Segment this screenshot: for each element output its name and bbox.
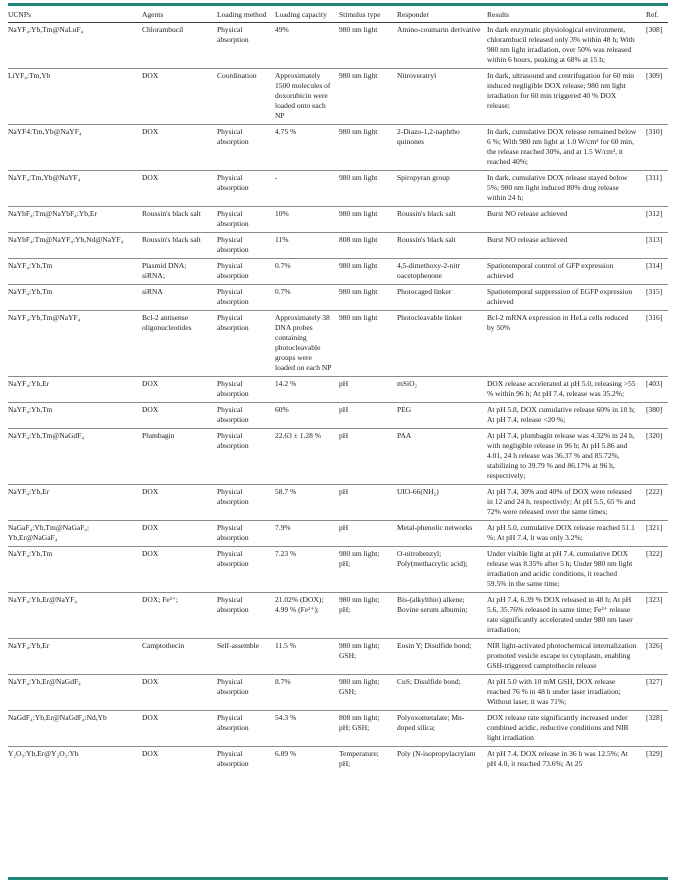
cell-results: In dark, cumulative DOX release remained below 6 %; With 980 nm light at 1.0 W/cm² for 60 min, the release reached 30%, and at 1.5 W/cm², it reached 40%; xyxy=(487,127,637,166)
cell-ref: [311] xyxy=(646,173,662,182)
cell-results: In dark, cumulative DOX release stayed below 5%; 980 nm light induced 80% drug release within 24 h; xyxy=(487,173,628,202)
column-header-loading-capacity: Loading capacity xyxy=(275,10,327,19)
cell-loading-capacity: 10% xyxy=(275,209,289,218)
cell-ref: [322] xyxy=(646,549,663,558)
cell-loading-method: Physical absorption xyxy=(217,127,249,146)
cell-loading-method: Physical absorption xyxy=(217,523,249,542)
cell-ucnp: NaYbF₄:Tm@NaYbF₄:Yb,Er xyxy=(8,209,98,218)
cell-responder: 4,5-dimethoxy-2-nitr oacetophenone xyxy=(397,261,461,280)
column-header-ref: Ref. xyxy=(646,10,659,19)
cell-ref: [312] xyxy=(646,209,663,218)
cell-results: Burst NO release achieved xyxy=(487,209,568,218)
cell-responder: 2-Diazo-1,2-naphtho quinones xyxy=(397,127,460,146)
cell-responder: Eosin Y; Disulfide bond; xyxy=(397,641,472,650)
table-row xyxy=(8,747,668,773)
cell-loading-method: Physical absorption xyxy=(217,261,249,280)
cell-stimulus-type: 980 nm light xyxy=(339,209,378,218)
cell-responder: Photocleavable linker xyxy=(397,313,463,322)
cell-ucnp: LiYF₄:Tm,Yb xyxy=(8,71,51,80)
cell-responder: Roussin's black salt xyxy=(397,235,456,244)
cell-responder: Photocaged linker xyxy=(397,287,452,296)
cell-ucnp: NaYF₄:Yb,Tm@NaYF₄ xyxy=(8,313,81,322)
cell-loading-method: Physical absorption xyxy=(217,25,249,44)
cell-results: In dark enzymatic physiological environment, chlorambucil released only 3% within 48 h; With 980 nm light irradiation, over 50% was released within 6 hours, peaking at 68% at 15 h; xyxy=(487,25,635,64)
cell-results: At pH 7.4, 6.39 % DOX released in 48 h; At pH 5.6, 35.76% released in same time; Fe²⁺ release rate significantly accelerated under 980 nm laser irradiation; xyxy=(487,595,633,634)
cell-ref: [326] xyxy=(646,641,663,650)
cell-stimulus-type: 980 nm light xyxy=(339,261,378,270)
table-row xyxy=(8,675,668,711)
table-row xyxy=(8,639,668,675)
cell-ref: [316] xyxy=(646,313,663,322)
cell-loading-capacity: 4.75 % xyxy=(275,127,297,136)
cell-loading-method: Physical absorption xyxy=(217,235,249,254)
cell-loading-method: Physical absorption xyxy=(217,549,249,568)
table-row xyxy=(8,311,668,377)
cell-ref: [222] xyxy=(646,487,663,496)
cell-loading-capacity: 14.2 % xyxy=(275,379,297,388)
cell-stimulus-type: 980 nm light; pH; xyxy=(339,549,380,568)
table-row xyxy=(8,171,668,207)
cell-ucnp: NaYF₄:Tm,Yb@NaYF₄ xyxy=(8,173,81,182)
cell-loading-method: Physical absorption xyxy=(217,313,249,332)
table-row xyxy=(8,233,668,259)
cell-ref: [308] xyxy=(646,25,663,34)
cell-results: At pH 7.4, DOX release in 36 h was 12.5%; At pH 4.0, it reached 73.6%; At 25 xyxy=(487,749,629,768)
cell-stimulus-type: pH xyxy=(339,523,349,532)
cell-agent: DOX xyxy=(142,173,159,182)
table-row xyxy=(8,285,668,311)
cell-ref: [313] xyxy=(646,235,663,244)
cell-stimulus-type: pH xyxy=(339,405,349,414)
cell-loading-capacity: 7.9% xyxy=(275,523,291,532)
cell-ref: [403] xyxy=(646,379,663,388)
table-row xyxy=(8,403,668,429)
table-row xyxy=(8,711,668,747)
cell-loading-method: Physical absorption xyxy=(217,713,249,732)
cell-agent: DOX xyxy=(142,523,159,532)
table-row xyxy=(8,125,668,171)
cell-loading-capacity: 11.5 % xyxy=(275,641,296,650)
cell-responder: Nitroveratryl xyxy=(397,71,437,80)
cell-loading-capacity: - xyxy=(275,173,278,182)
cell-ucnp: NaYF₄:Yb,Er xyxy=(8,379,50,388)
cell-agent: Plumbagin xyxy=(142,431,175,440)
cell-ref: [320] xyxy=(646,431,663,440)
cell-loading-method: Physical absorption xyxy=(217,379,249,398)
cell-loading-capacity: 8.7% xyxy=(275,677,291,686)
table-row xyxy=(8,593,668,639)
cell-loading-method: Physical absorption xyxy=(217,173,249,192)
cell-ucnp: NaGdF₄:Yb,Er@NaGdF₄:Nd,Yb xyxy=(8,713,107,722)
cell-responder: PAA xyxy=(397,431,412,440)
column-header-ucnp: UCNPs xyxy=(8,10,31,19)
cell-responder: Amino-coumarin derivative xyxy=(397,25,481,34)
cell-loading-method: Physical absorption xyxy=(217,287,249,306)
table-row xyxy=(8,69,668,125)
cell-loading-method: Physical absorption xyxy=(217,749,249,768)
cell-agent: siRNA xyxy=(142,287,163,296)
cell-results: In dark, ultrasound and centrifugation for 60 min induced negligible DOX release; 980 nm light irradiation for 60 min triggered 40 % DOX release; xyxy=(487,71,635,110)
cell-loading-capacity: Approximately 38 DNA probes containing photocleavable groups were loaded on each NP xyxy=(275,313,332,372)
table-row xyxy=(8,23,668,69)
cell-stimulus-type: 980 nm light xyxy=(339,313,378,322)
cell-stimulus-type: 808 nm light; pH; GSH; xyxy=(339,713,380,732)
cell-agent: DOX xyxy=(142,127,159,136)
cell-agent: DOX xyxy=(142,405,159,414)
cell-responder: Roussin's black salt xyxy=(397,209,456,218)
cell-stimulus-type: 980 nm light xyxy=(339,25,378,34)
cell-results: DOX release rate significantly increased under combined acidic, reductive conditions and NIR light irradiation xyxy=(487,713,629,742)
column-header-results: Results xyxy=(487,10,510,19)
column-header-stimulus-type: Stimulus type xyxy=(339,10,381,19)
cell-ucnp: NaGaF₄:Yb,Tm@NaGaF₄: Yb,Er@NaGaF₄ xyxy=(8,523,90,542)
cell-agent: DOX xyxy=(142,677,159,686)
cell-loading-method: Self-assemble xyxy=(217,641,260,650)
cell-agent: DOX xyxy=(142,713,159,722)
ucnp-drug-release-table xyxy=(8,6,668,772)
cell-loading-capacity: 58.7 % xyxy=(275,487,297,496)
cell-responder: Bis-(alkylthio) alkene; Bovine serum albumin; xyxy=(397,595,468,614)
cell-loading-method: Physical absorption xyxy=(217,405,249,424)
cell-ucnp: NaYbF₄:Tm@NaYF₄:Yb,Nd@NaYF₄ xyxy=(8,235,124,244)
cell-stimulus-type: 980 nm light; GSH; xyxy=(339,677,380,696)
cell-stimulus-type: 808 nm light xyxy=(339,235,378,244)
cell-results: At pH 5.0, cumulative DOX release reached 51.1 %; At pH 7.4, it was only 3.2%; xyxy=(487,523,635,542)
cell-results: NIR light-activated photochemical internalization promoted vesicle escape to cytoplasm, enabling GSH-triggered camptothecin release xyxy=(487,641,637,670)
cell-responder: UIO-66(NH₂) xyxy=(397,487,439,496)
cell-loading-capacity: 54.3 % xyxy=(275,713,297,722)
cell-loading-capacity: 7.23 % xyxy=(275,549,297,558)
cell-results: Spatiotemporal suppression of EGFP expression achieved xyxy=(487,287,633,306)
cell-ref: [314] xyxy=(646,261,663,270)
cell-responder: Metal-phenolic networks xyxy=(397,523,473,532)
cell-loading-method: Physical absorption xyxy=(217,209,249,228)
cell-loading-method: Physical absorption xyxy=(217,487,249,506)
cell-agent: DOX xyxy=(142,487,159,496)
cell-loading-method: Physical absorption xyxy=(217,431,249,450)
cell-ref: [328] xyxy=(646,713,663,722)
cell-loading-capacity: 49% xyxy=(275,25,289,34)
cell-stimulus-type: 980 nm light xyxy=(339,127,378,136)
cell-agent: DOX xyxy=(142,379,159,388)
cell-loading-capacity: Approximately 1500 molecules of doxorubicin were loaded onto each NP xyxy=(275,71,331,120)
column-header-agent: Agents xyxy=(142,10,164,19)
cell-results: Bcl-2 mRNA expression in HeLa cells reduced by 50% xyxy=(487,313,629,332)
cell-ref: [323] xyxy=(646,595,663,604)
cell-ucnp: NaYF₄:Yb,Er@NaYF₄ xyxy=(8,595,78,604)
cell-stimulus-type: pH xyxy=(339,431,349,440)
cell-responder: CuS; Disulfide bond; xyxy=(397,677,461,686)
table-row xyxy=(8,521,668,547)
cell-responder: PEG xyxy=(397,405,412,414)
cell-agent: Plasmid DNA; siRNA; xyxy=(142,261,187,280)
cell-ucnp: NaYF4:Tm,Yb@NaYF₄ xyxy=(8,127,82,136)
cell-results: At pH 7.4, 30% and 40% of DOX were released in 12 and 24 h, respectively; At pH 5.5, 65 % and 72% were released over the same times; xyxy=(487,487,636,516)
cell-loading-method: Physical absorption xyxy=(217,677,249,696)
table-bottom-rule xyxy=(8,877,668,880)
cell-stimulus-type: 980 nm light xyxy=(339,287,378,296)
cell-responder: Spiropyran group xyxy=(397,173,450,182)
table-row xyxy=(8,259,668,285)
cell-stimulus-type: Temperature; pH; xyxy=(339,749,379,768)
cell-agent: Bcl-2 antisense oligonucleotides xyxy=(142,313,192,332)
cell-results: Under visible light at pH 7.4, cumulative DOX release was 8.35% after 5 h; Under 980 nm light irradiation and acidic conditions, it reached 59.5% in the same time; xyxy=(487,549,633,588)
cell-agent: DOX xyxy=(142,549,159,558)
table-row xyxy=(8,485,668,521)
cell-ucnp: NaYF₄:Yb,Er xyxy=(8,487,50,496)
cell-stimulus-type: pH xyxy=(339,487,349,496)
cell-agent: Roussin's black salt xyxy=(142,209,201,218)
cell-responder: mSiO₂ xyxy=(397,379,418,388)
cell-loading-capacity: 22.63 ± 1.28 % xyxy=(275,431,321,440)
cell-results: At pH 5.8, DOX cumulative release 60% in 10 h; At pH 7.4, release <20 %; xyxy=(487,405,636,424)
cell-loading-capacity: 21.02% (DOX); 4.99 % (Fe²⁺); xyxy=(275,595,324,614)
cell-stimulus-type: 980 nm light; GSH; xyxy=(339,641,380,660)
cell-loading-method: Coordination xyxy=(217,71,257,80)
cell-loading-capacity: 0.7% xyxy=(275,261,291,270)
table-row xyxy=(8,377,668,403)
table-row xyxy=(8,429,668,485)
cell-ucnp: NaYF₄:Yb,Tm xyxy=(8,287,53,296)
cell-stimulus-type: pH xyxy=(339,379,349,388)
cell-ref: [380] xyxy=(646,405,663,414)
cell-ucnp: NaYF₄:Yb,Er@NaGdF₄ xyxy=(8,677,81,686)
table-row xyxy=(8,207,668,233)
cell-responder: Poly (N-isopropylacrylam xyxy=(397,749,476,758)
cell-ucnp: Y₂O₃:Yb,Er@Y₂O₃:Yb xyxy=(8,749,79,758)
cell-ref: [315] xyxy=(646,287,663,296)
cell-ref: [310] xyxy=(646,127,663,136)
cell-responder: O-nitrobenzyl; Poly(methacrylic acid); xyxy=(397,549,468,568)
cell-agent: Camptothecin xyxy=(142,641,185,650)
cell-responder: Polyoxometalate; Mn-doped silica; xyxy=(397,713,465,732)
cell-loading-capacity: 60% xyxy=(275,405,289,414)
cell-ref: [321] xyxy=(646,523,663,532)
column-header-responder: Responder xyxy=(397,10,430,19)
cell-loading-capacity: 0.7% xyxy=(275,287,291,296)
cell-agent: DOX xyxy=(142,71,159,80)
cell-ucnp: NaYF₄:Yb,Er xyxy=(8,641,50,650)
table-header-row xyxy=(8,6,668,23)
cell-ref: [327] xyxy=(646,677,663,686)
cell-agent: DOX; Fe²⁺; xyxy=(142,595,178,604)
cell-stimulus-type: 980 nm light; pH; xyxy=(339,595,380,614)
cell-stimulus-type: 980 nm light xyxy=(339,173,378,182)
cell-ucnp: NaYF₄:Yb,Tm xyxy=(8,261,53,270)
cell-ucnp: NaYF₄:Yb,Tm xyxy=(8,549,53,558)
table-row xyxy=(8,547,668,593)
cell-agent: DOX xyxy=(142,749,159,758)
cell-loading-capacity: 11% xyxy=(275,235,289,244)
cell-ucnp: NaYF₄:Yb,Tm xyxy=(8,405,53,414)
cell-loading-method: Physical absorption xyxy=(217,595,249,614)
cell-results: At pH 7.4, plumbagin release was 4.32% in 24 h, with negligible release in 96 h; At pH 5.86 and 4.01, 24 h release was 36.37 % and 85.72%, stabilizing to 39.79 % and 86.17% at 96 h, respectively; xyxy=(487,431,635,480)
cell-ref: [309] xyxy=(646,71,663,80)
cell-agent: Chlorambucil xyxy=(142,25,184,34)
table-header xyxy=(8,6,668,23)
column-header-loading-method: Loading method xyxy=(217,10,267,19)
table-body xyxy=(8,23,668,773)
cell-ref: [329] xyxy=(646,749,663,758)
cell-ucnp: NaYF₄:Yb,Tm@NaLuF₄ xyxy=(8,25,84,34)
cell-results: At pH 5.0 with 10 mM GSH, DOX release reached 76 % in 48 h under laser irradiation; Without laser, it was 71%; xyxy=(487,677,621,706)
cell-results: Burst NO release achieved xyxy=(487,235,568,244)
cell-stimulus-type: 980 nm light xyxy=(339,71,378,80)
cell-agent: Roussin's black salt xyxy=(142,235,201,244)
cell-ucnp: NaYF₄:Yb,Tm@NaGdF₄ xyxy=(8,431,85,440)
cell-results: Spatiotemporal control of GFP expression achieved xyxy=(487,261,614,280)
cell-loading-capacity: 6.89 % xyxy=(275,749,297,758)
cell-results: DOX release accelerated at pH 5.0, releasing >55 % within 96 h; At pH 7.4, release was 35.2%; xyxy=(487,379,636,398)
